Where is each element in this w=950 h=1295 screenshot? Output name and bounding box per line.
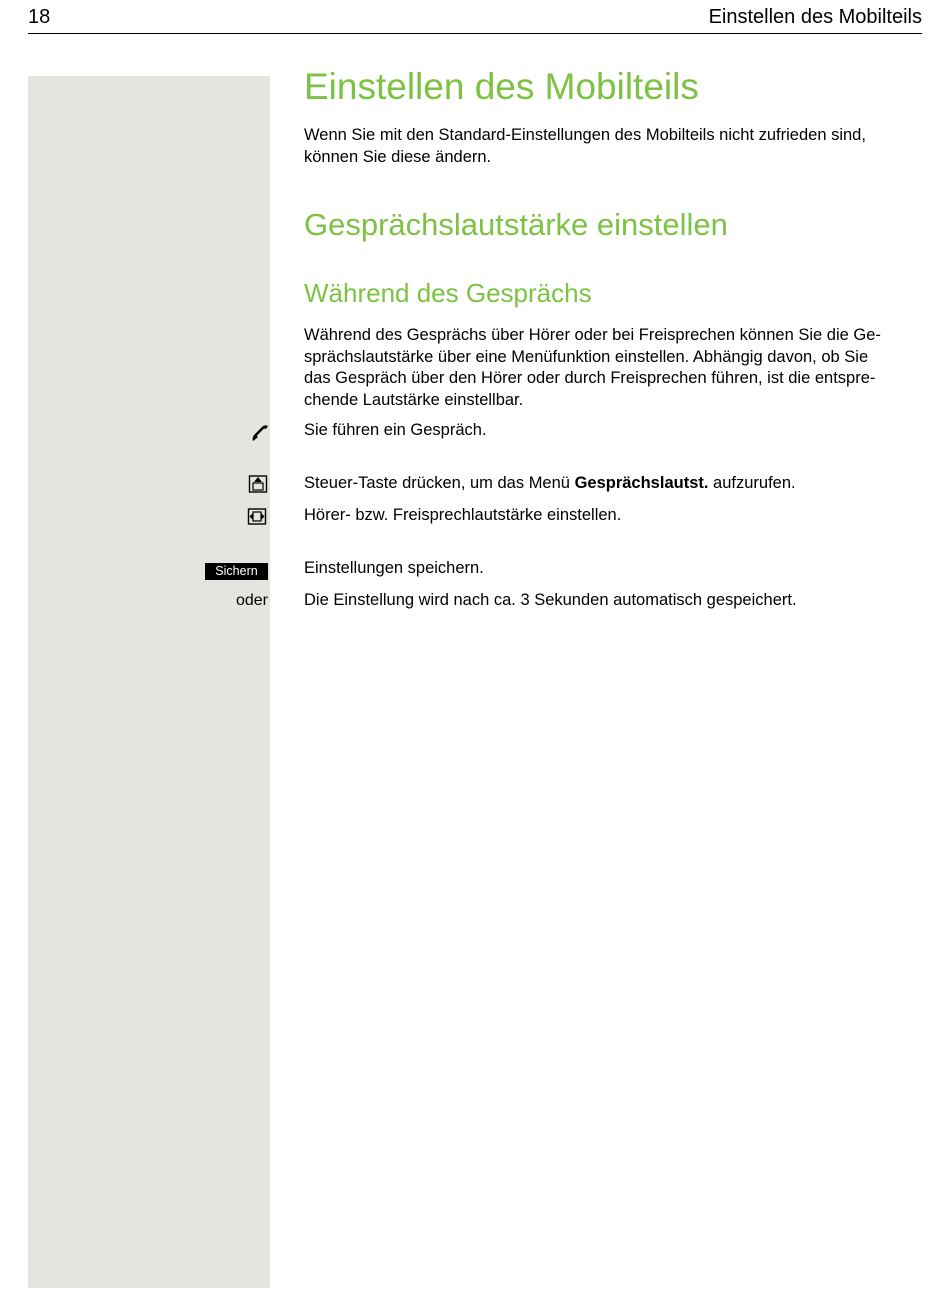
page-number: 18 [28, 6, 51, 28]
step-text: Steuer-Taste drücken, um das Menü Gesprächslautst. aufzurufen. [304, 474, 796, 492]
softkey-save: Sichern [205, 563, 268, 580]
intro-paragraph [304, 125, 866, 168]
handset-icon [250, 423, 270, 443]
step-text: Die Einstellung wird nach ca. 3 Sekunden automatisch gespeichert. [304, 591, 797, 609]
intro-line: Wenn Sie mit den Standard-Einstellungen des Mobilteils nicht zufrieden sind, [304, 126, 866, 144]
sidebar-column [28, 76, 270, 1288]
body-line: das Gespräch über den Hörer oder durch Freisprechen führen, ist die entspre- [304, 369, 876, 387]
control-key-left-right-icon [247, 507, 267, 526]
page-title: Einstellen des Mobilteils [304, 66, 699, 107]
step-text: Einstellungen speichern. [304, 559, 484, 577]
intro-line: können Sie diese ändern. [304, 147, 492, 166]
body-line: chende Lautstärke einstellbar. [304, 390, 524, 409]
menu-name: Gesprächslautst. [574, 474, 709, 492]
section-heading: Gesprächslautstärke einstellen [304, 207, 728, 242]
subsection-heading: Während des Gesprächs [304, 278, 592, 308]
body-line: Während des Gesprächs über Hörer oder bei Freisprechen können Sie die Ge- [304, 326, 881, 344]
control-key-up-icon [248, 474, 268, 494]
header-divider [28, 33, 922, 34]
body-line: sprächslautstärke über eine Menüfunktion einstellen. Abhängig davon, ob Sie [304, 347, 869, 366]
or-label: oder [235, 592, 268, 609]
running-title: Einstellen des Mobilteils [708, 6, 922, 28]
step-text: Sie führen ein Gespräch. [304, 421, 487, 439]
body-paragraph [304, 325, 881, 411]
step-text: Hörer- bzw. Freisprechlautstärke einstellen. [304, 506, 622, 524]
